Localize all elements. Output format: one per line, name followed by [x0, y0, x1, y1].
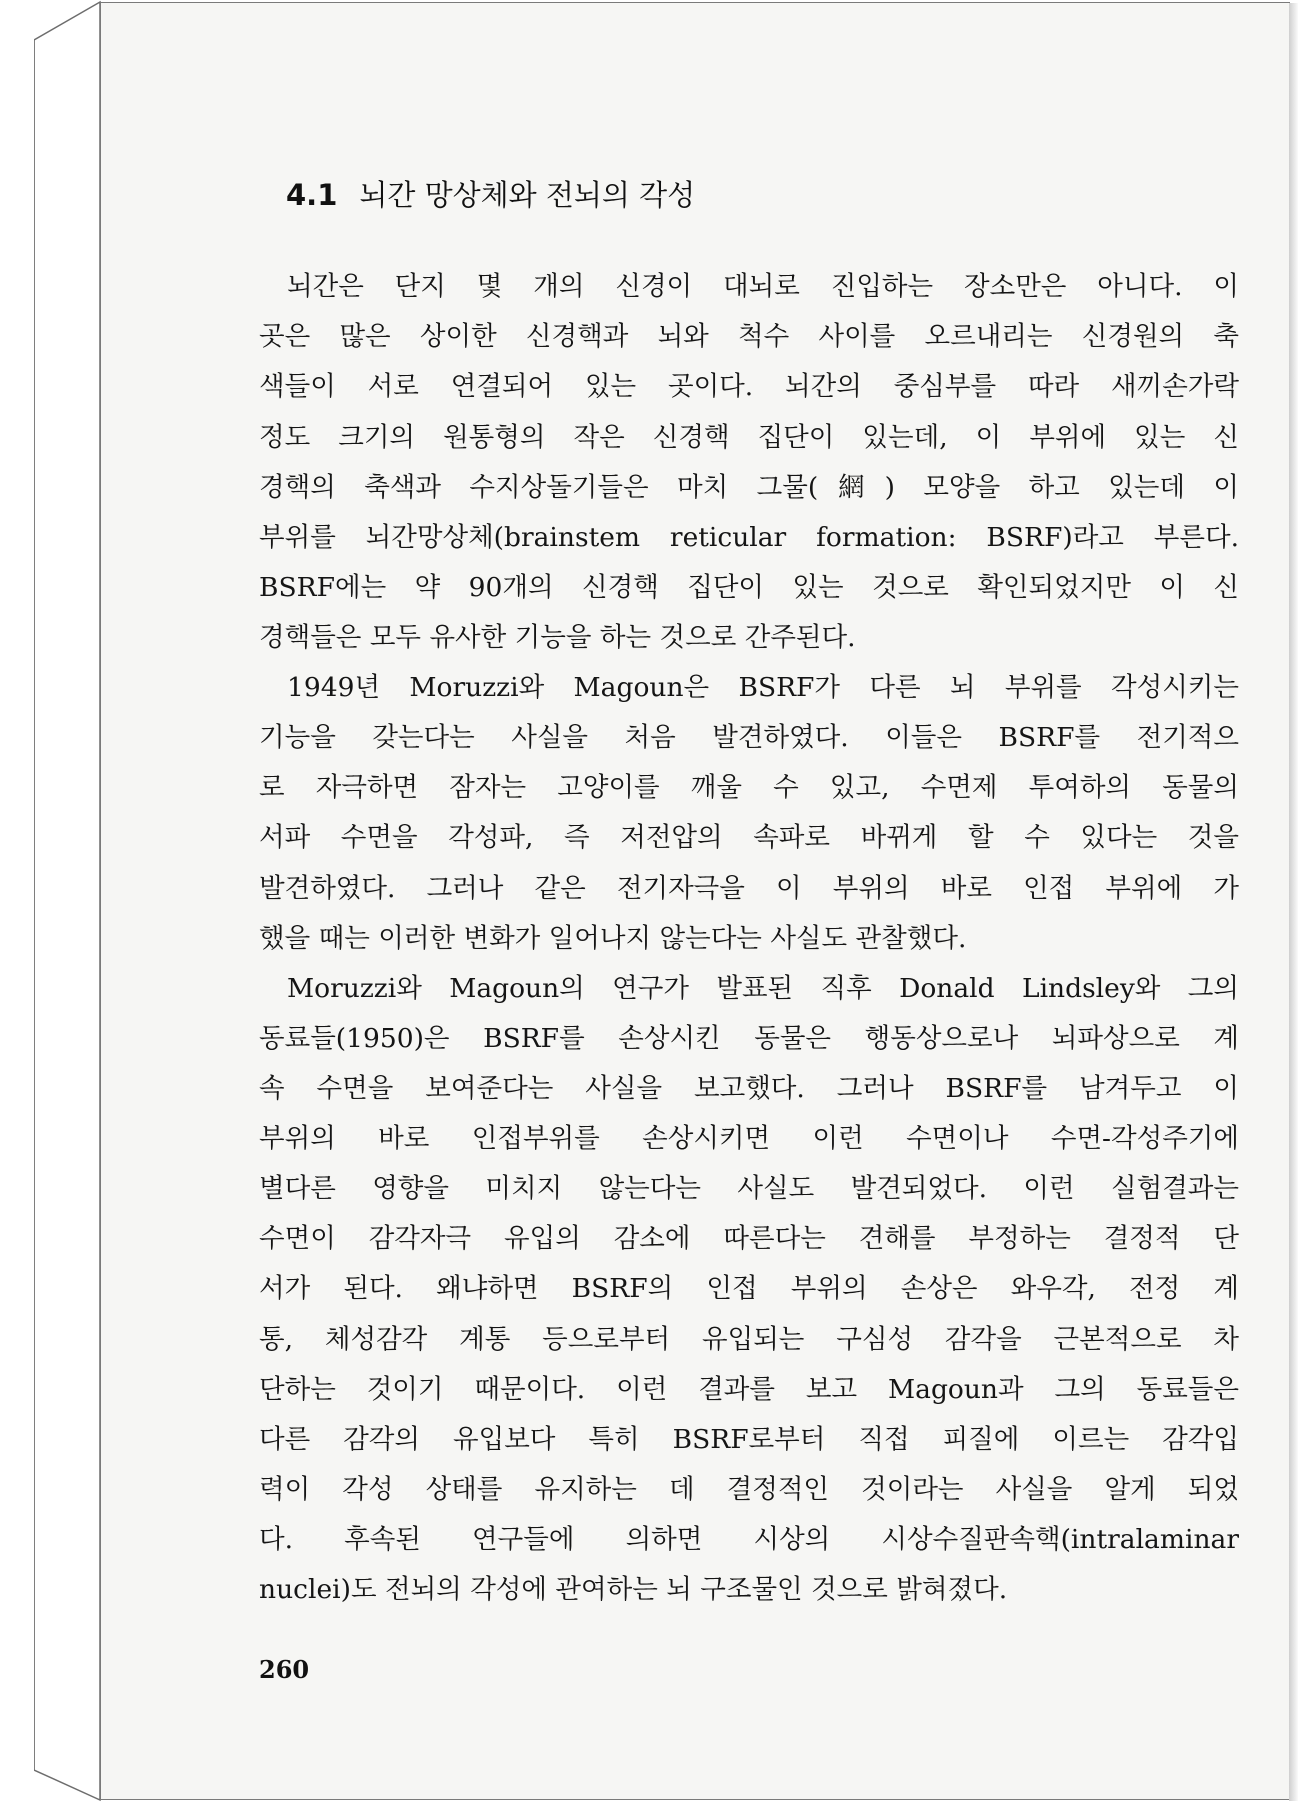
book-page [100, 2, 1290, 1800]
text-line: 서가 된다. 왜냐하면 BSRF의 인접 부위의 손상은 와우각, 전정 계 [259, 1273, 1239, 1304]
text-line: 부위의 바로 인접부위를 손상시키면 이런 수면이나 수면-각성주기에 [259, 1123, 1239, 1154]
page-number: 260 [259, 1655, 310, 1684]
text-line: 수면이 감각자극 유입의 감소에 따른다는 견해를 부정하는 결정적 단 [259, 1223, 1239, 1254]
text-line: 1949년 Moruzzi와 Magoun은 BSRF가 다른 뇌 부위를 각성시키는 [287, 672, 1239, 703]
text-line: 단하는 것이기 때문이다. 이런 결과를 보고 Magoun과 그의 동료들은 [259, 1374, 1239, 1405]
text-line: 경핵들은 모두 유사한 기능을 하는 것으로 간주된다. [259, 622, 856, 653]
text-line: 별다른 영향을 미치지 않는다는 사실도 발견되었다. 이런 실험결과는 [259, 1173, 1239, 1204]
text-line: 정도 크기의 원통형의 작은 신경핵 집단이 있는데, 이 부위에 있는 신 [259, 422, 1239, 453]
text-line: 색들이 서로 연결되어 있는 곳이다. 뇌간의 중심부를 따라 새끼손가락 [259, 371, 1239, 402]
text-line: 력이 각성 상태를 유지하는 데 결정적인 것이라는 사실을 알게 되었 [259, 1474, 1239, 1505]
page-edge-shadow [1289, 3, 1298, 1801]
text-line: 했을 때는 이러한 변화가 일어나지 않는다는 사실도 관찰했다. [259, 923, 967, 954]
text-line: 통, 체성감각 계통 등으로부터 유입되는 구심성 감각을 근본적으로 차 [259, 1324, 1239, 1355]
text-line: nuclei)도 전뇌의 각성에 관여하는 뇌 구조물인 것으로 밝혀졌다. [259, 1574, 1008, 1605]
text-line: 곳은 많은 상이한 신경핵과 뇌와 척수 사이를 오르내리는 신경원의 축 [259, 321, 1239, 352]
text-line: 로 자극하면 잠자는 고양이를 깨울 수 있고, 수면제 투여하의 동물의 [259, 772, 1239, 803]
text-line: 다른 감각의 유입보다 특히 BSRF로부터 직접 피질에 이르는 감각입 [259, 1424, 1239, 1455]
text-line: 발견하였다. 그러나 같은 전기자극을 이 부위의 바로 인접 부위에 가 [259, 873, 1239, 904]
text-line: 다. 후속된 연구들에 의하면 시상의 시상수질판속핵(intralaminar [259, 1524, 1239, 1555]
section-title: 뇌간 망상체와 전뇌의 각성 [359, 178, 696, 212]
text-line: 부위를 뇌간망상체(brainstem reticular formation: BSRF)라고 부른다. [259, 522, 1239, 553]
text-line: BSRF에는 약 90개의 신경핵 집단이 있는 것으로 확인되었지만 이 신 [259, 572, 1239, 603]
text-line: 서파 수면을 각성파, 즉 저전압의 속파로 바뀌게 할 수 있다는 것을 [259, 822, 1239, 853]
text-line: 동료들(1950)은 BSRF를 손상시킨 동물은 행동상으로나 뇌파상으로 계 [259, 1023, 1239, 1054]
text-line: 속 수면을 보여준다는 사실을 보고했다. 그러나 BSRF를 남겨두고 이 [259, 1073, 1239, 1104]
text-line: 경핵의 축색과 수지상돌기들은 마치 그물(網) 모양을 하고 있는데 이 [259, 472, 1239, 503]
body-text [101, 3, 1289, 1799]
text-line: Moruzzi와 Magoun의 연구가 발표된 직후 Donald Lindsley와 그의 [287, 973, 1239, 1004]
book-spine-shape [34, 0, 104, 1806]
text-line: 기능을 갖는다는 사실을 처음 발견하였다. 이들은 BSRF를 전기적으 [259, 722, 1239, 753]
section-number: 4.1 [286, 178, 338, 212]
book-spine [34, 0, 104, 1806]
text-line: 뇌간은 단지 몇 개의 신경이 대뇌로 진입하는 장소만은 아니다. 이 [287, 271, 1239, 302]
